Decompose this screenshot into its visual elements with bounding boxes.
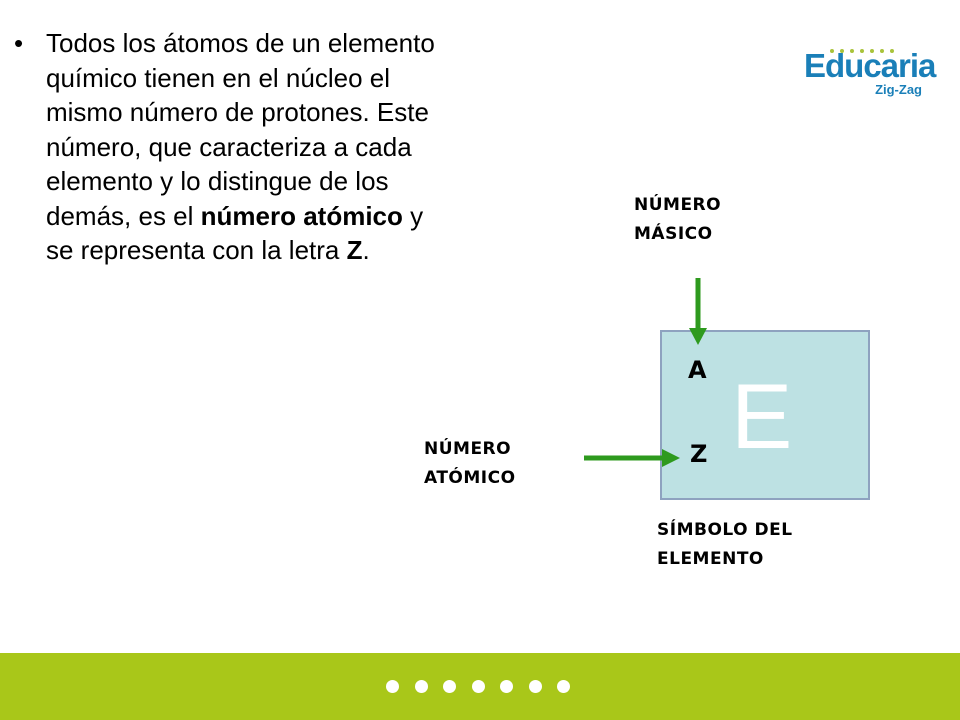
mass-number-letter: A — [688, 356, 707, 384]
down-arrow-icon — [689, 278, 707, 345]
element-symbol: E — [731, 366, 793, 468]
bullet-marker: • — [14, 28, 24, 58]
atomic-number-letter: Z — [690, 440, 708, 468]
element-symbol-label: SÍMBOLO DEL ELEMENTO — [657, 520, 793, 569]
text-bold-numero-atomico: número atómico — [200, 200, 403, 231]
atomic-number-label: NÚMERO ATÓMICO — [424, 439, 516, 488]
logo-name: Educaria — [804, 47, 936, 84]
text-part-1: Todos los átomos de un elemento químico tienen en el núcleo el mismo número de protones. Este número, que caracteriza a cada elemento y lo distingue de los demás, es el — [46, 28, 435, 231]
text-part-3: . — [362, 235, 370, 265]
footer-bar — [0, 653, 960, 720]
right-arrow-icon — [584, 449, 680, 467]
footer-dots — [386, 680, 586, 698]
text-bold-z: Z — [346, 235, 363, 265]
logo-subtitle: Zig-Zag — [875, 82, 922, 97]
text-part-2: y se representa con la letra — [46, 200, 424, 265]
mass-number-label: NÚMERO MÁSICO — [634, 195, 722, 244]
